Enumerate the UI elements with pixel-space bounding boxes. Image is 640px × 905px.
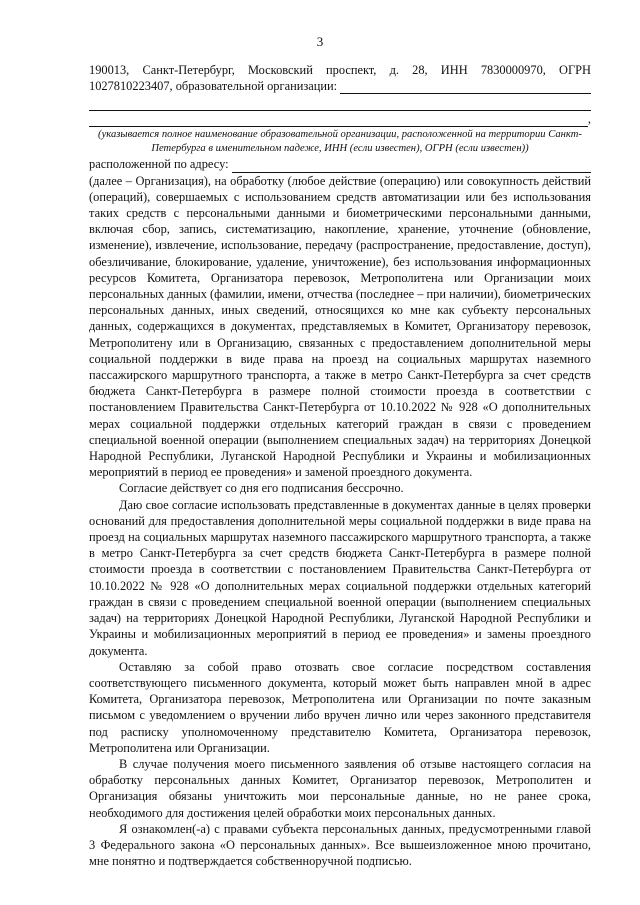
- organization-address-field[interactable]: [232, 160, 591, 173]
- organization-name-field-line-3-row: [89, 113, 591, 127]
- consent-revocation-paragraph: Оставляю за собой право отозвать свое согласие посредством составления соответствующего письменного документа, который может быть направлен мной в адрес Комитета, Организатора перевозок, Метрополитена или Организации по почте заказным письмом с уведомлением о вручении либо вручен лично или через законного представителя под расписку уполномоченному представителю Комитета, Организатора перевозок, Метрополитена или Организации.: [89, 659, 591, 755]
- consent-paragraph-main: (далее – Организация), на обработку (любое действие (операцию) или совокупность действий (операций), совершаемых с использованием средств автоматизации или без использования таких средств с персональными данными и биометрическими персональными данными, включая сбор, запись, систематизацию, накопление, хранение, уточнение (обновление, изменение), извлечение, использование, передачу (распространение, предоставление, доступ), обезличивание, блокирование, удаление, уничтожение), без использования информационных ресурсов Комитета, Организатора перевозок, Метрополитена или Организации моих персональных данных (фамилии, имени, отчества (последнее – при наличии), биометрических персональных данных, иных сведений, относящихся ко мне как субъекту персональных данных, содержащихся в документах, представляемых в Комитет, Организатору перевозок, Метрополитену или в Организацию, связанных с предоставлением дополнительной меры социальной поддержки в виде права на проезд на социальных маршрутах наземного пассажирского маршрутного транспорта, а также в метро Санкт-Петербурга за счет средств бюджета Санкт-Петербурга в размере полной стоимости проезда в соответствии с постановлением Правительства Санкт-Петербурга от 10.10.2022 № 928 «О дополнительных мерах социальной поддержки отдельных категорий граждан в связи с проведением специальной военной операции (выполнением специальных задач) на территориях Донецкой Народной Республики, Луганской Народной Республики и Украины и мобилизационных мероприятий в период ее проведения» и заменой проездного документа.: [89, 173, 591, 480]
- address-line-2: 1027810223407, образовательной организации:: [89, 79, 338, 94]
- organization-name-field[interactable]: [340, 81, 591, 94]
- acknowledgement-paragraph: Я ознакомлен(-а) с правами субъекта персональных данных, предусмотренными главой 3 Федерального закона «О персональных данных». Все вышеизложенное мною прочитано, мне понятно и подтверждается собственноручной подписью.: [89, 821, 591, 869]
- address-row: [89, 156, 591, 172]
- consent-purpose-paragraph: Даю свое согласие использовать представленные в документах данные в целях проверки оснований для предоставления дополнительной меры социальной поддержки в виде права на проезд на социальных маршрутах наземного пассажирского маршрутного транспорта, а также в метро Санкт-Петербурга за счет средств бюджета Санкт-Петербурга в размере полной стоимости проезда в соответствии с постановлением Правительства Санкт-Петербурга от 10.10.2022 № 928 «О дополнительных мерах социальной поддержки отдельных категорий граждан в связи с проведением специальной военной операции (выполнением специальных задач) на территориях Донецкой Народной Республики, Луганской Народной Республики и Украины и мобилизационных мероприятий в период ее проведения» и замены проездного документа.: [89, 497, 591, 658]
- page-number: 3: [316, 34, 324, 49]
- document-body: [89, 62, 591, 869]
- located-label: расположенной по адресу:: [89, 157, 229, 172]
- organization-name-row: [89, 78, 591, 94]
- organization-name-field-line-3[interactable]: [89, 114, 588, 127]
- line-end-comma: ,: [587, 112, 591, 127]
- instruction-note: (указывается полное наименование образовательной организации, расположенной на территории Санкт-Петербурга в именительном падеже, ИНН (если известен), ОГРН (если известен)): [98, 129, 582, 154]
- address-line-1: 190013, Санкт-Петербург, Московский проспект, д. 28, ИНН 7830000970, ОГРН: [89, 63, 591, 77]
- data-destruction-paragraph: В случае получения моего письменного заявления об отзыве настоящего согласия на обработку персональных данных Комитет, Организатор перевозок, Метрополитен и Организация обязаны уничтожить мои персональные данные, но не ранее срока, необходимого для достижения целей обработки моих персональных данных.: [89, 756, 591, 820]
- consent-validity-paragraph: Согласие действует со дня его подписания бессрочно.: [119, 481, 404, 496]
- organization-name-field-line-2[interactable]: [89, 96, 591, 111]
